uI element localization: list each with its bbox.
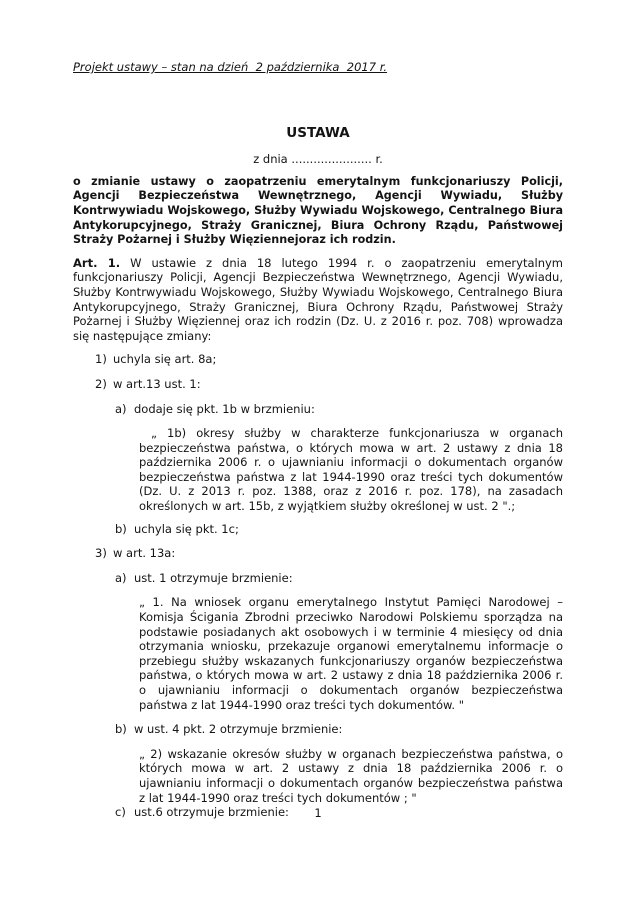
page-number: 1 xyxy=(314,806,322,820)
list-item xyxy=(73,402,563,417)
quote-block: „ 1b) okresy służby w charakterze funkcjonariusza w organach bezpieczeństwa państwa, o których mowa w art. 2 ustawy z dnia 18 października 2006 r. o ujawnianiu informacji o dokumentach organów bezpieczeństwa państwa z lat 1944-1990 oraz treści tych dokumentów (Dz. U. z 2013 r. poz. 1388, oraz z 2016 r. poz. 178), na zasadach określonych w art. 15b, z wyjątkiem służby określonej w ust. 2 ".; xyxy=(139,426,563,514)
list-item-text: dodaje się pkt. 1b w brzmieniu: xyxy=(134,401,315,416)
list-marker: a) xyxy=(115,401,127,416)
list-item xyxy=(73,522,563,537)
list-item-text: uchyla się pkt. 1c; xyxy=(134,521,239,536)
list-item xyxy=(73,377,563,392)
list-item-text: uchyla się art. 8a; xyxy=(113,352,217,367)
doc-title: USTAWA xyxy=(286,124,350,141)
list-item-text: w art. 13a: xyxy=(113,546,176,561)
list-marker: a) xyxy=(115,570,127,585)
quote-block: „ 2) wskazanie okresów służby w organach bezpieczeństwa państwa, o których mowa w art. 2 ustawy z dnia 18 października 2006 r. o ujawnianiu informacji o dokumentach organów bezpieczeństwa państwa z lat 1944-1990 oraz treści tych dokumentów ; " xyxy=(139,746,563,805)
list-item-text: w art.13 ust. 1: xyxy=(113,376,201,391)
list-item-text: ust. 1 otrzymuje brzmienie: xyxy=(134,570,293,585)
list-item xyxy=(73,546,563,561)
subject-paragraph: o zmianie ustawy o zaopatrzeniu emerytalnym funkcjonariuszy Policji, Agencji Bezpieczeństwa Wewnętrznego, Agencji Wywiadu, Służby Kontrwywiadu Wojskowego, Służby Wywiadu Wojskowego, Centralnego Biura Antykorupcyjnego, Straży Granicznej, Biura Ochrony Rządu, Państwowej Straży Pożarnej i Służby Więziennejoraz ich rodzin. xyxy=(73,174,563,247)
list-marker: 3) xyxy=(95,546,107,561)
list-marker: 1) xyxy=(95,352,107,367)
list-marker: c) xyxy=(115,805,126,820)
list-marker: b) xyxy=(115,722,127,737)
document-content xyxy=(73,60,563,820)
header-note: Projekt ustawy – stan na dzień 2 października 2017 r. xyxy=(73,60,388,74)
article-1-paragraph xyxy=(73,256,563,344)
list-item-text: w ust. 4 pkt. 2 otrzymuje brzmienie: xyxy=(134,722,343,737)
list-item xyxy=(73,352,563,367)
list-marker: b) xyxy=(115,521,127,536)
quote-block: „ 1. Na wniosek organu emerytalnego Instytut Pamięci Narodowej – Komisja Ścigania Zbrodni przeciwko Narodowi Polskiemu sporządza na podstawie posiadanych akt osobowych i w terminie 4 miesięcy od dnia otrzymania wniosku, przekazuje organowi emerytalnemu informacje o przebiegu służby wskazanych funkcjonariuszy organów bezpieczeństwa państwa, o których mowa w art. 2 ustawy z dnia 18 października 2006 r. o ujawnianiu informacji o dokumentach organów bezpieczeństwa państwa z lat 1944-1990 oraz treści tych dokumentów. " xyxy=(139,595,563,712)
article-1-label: Art. 1. xyxy=(73,255,121,270)
list-item xyxy=(73,571,563,586)
date-line: z dnia ...................... r. xyxy=(253,152,383,167)
list-item-text: ust.6 otrzymuje brzmienie: xyxy=(134,805,289,820)
list-item xyxy=(73,722,563,737)
article-1-text: W ustawie z dnia 18 lutego 1994 r. o zaopatrzeniu emerytalnym funkcjonariuszy Policji, Agencji Bezpieczeństwa Wewnętrznego, Agencji Wywiadu, Służby Kontrwywiadu Wojskowego, Służby Wywiadu Wojskowego, Centralnego Biura Antykorupcyjnego, Straży Granicznej, Biura Ochrony Rządu, Państwowej Straży Pożarnej i Służby Więziennej oraz ich rodzin (Dz. U. z 2016 r. poz. 708) wprowadza się następujące zmiany: xyxy=(73,255,564,343)
list-marker: 2) xyxy=(95,376,107,391)
